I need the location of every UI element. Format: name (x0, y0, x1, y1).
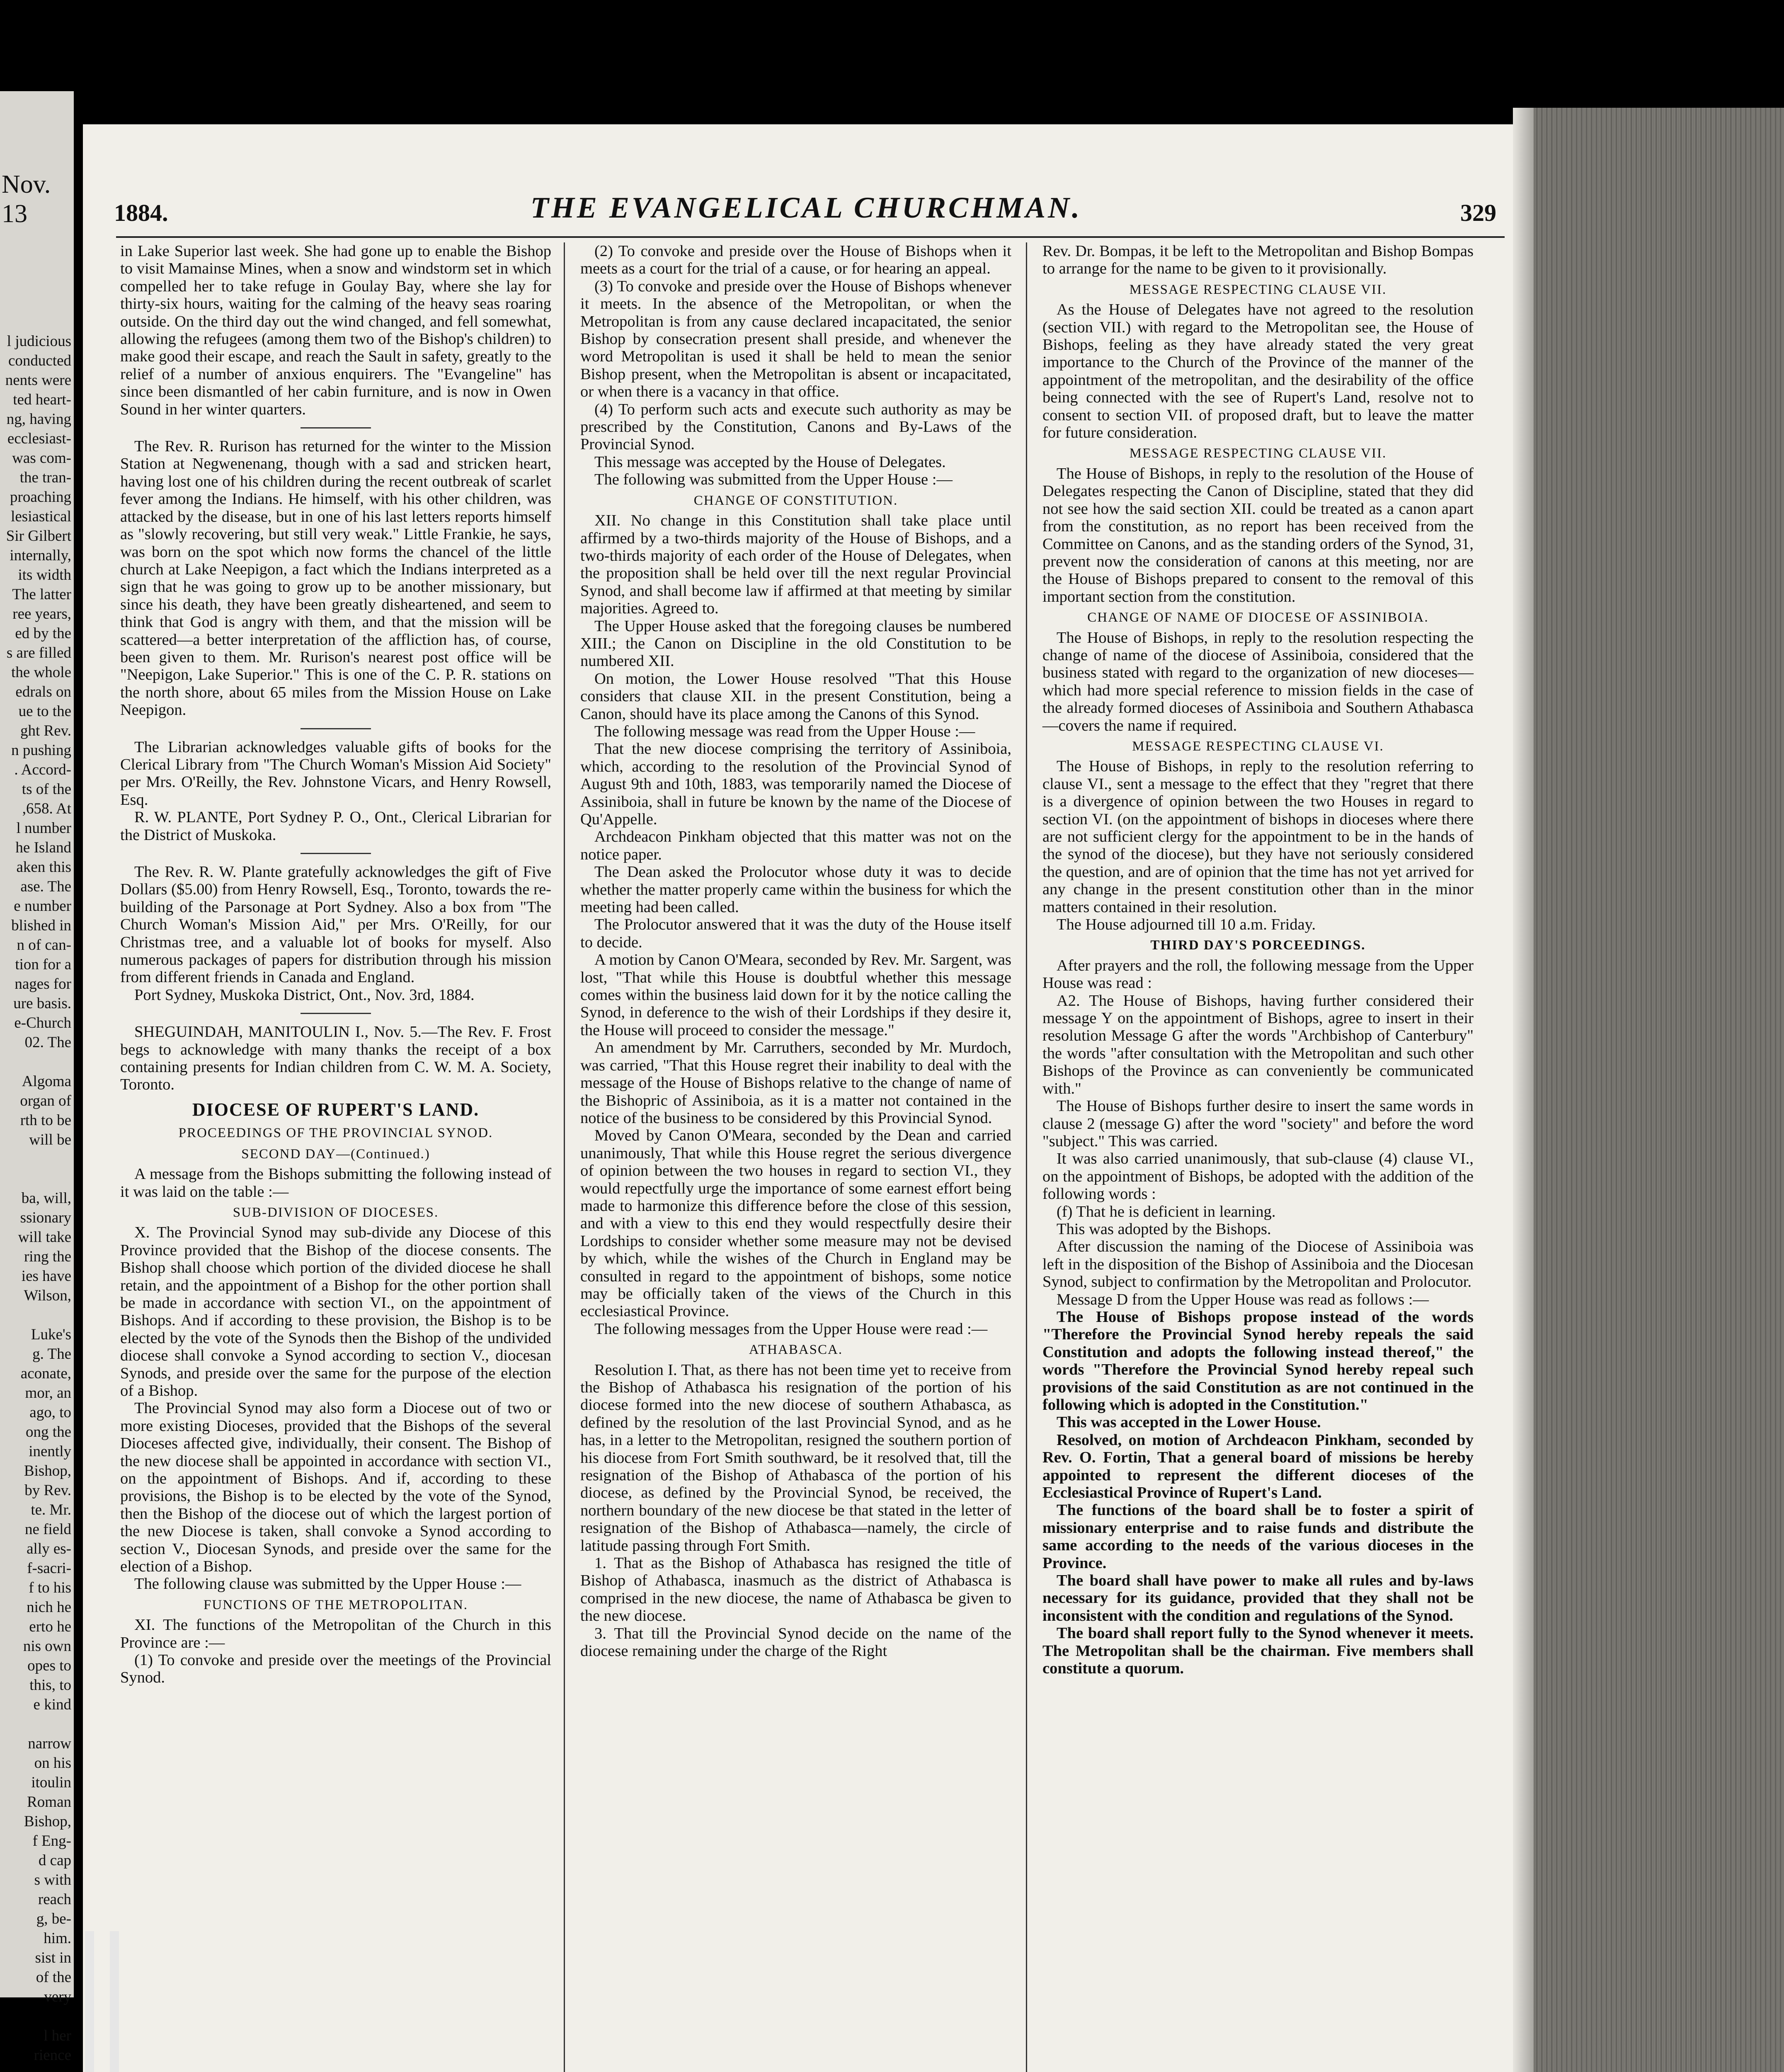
paragraph: The Provincial Synod may also form a Diocese out of two or more existing Dioceses, provided that the Bishops of the several Dioceses affected give, individually, their consent. The Bishop of the new diocese shall be appointed in accordance with section VI., on the appointment of Bishops. And if, according to these provisions, the Bishop is to be elected by the vote of the Synod, then the Bishop of the diocese out of which the largest portion of the new Diocese is taken, shall convoke a Synod according to section V., Diocesan Synods, and preside over the same for the election of a Bishop. (120, 1399, 551, 1576)
previous-page-line: e kind (33, 1696, 71, 1713)
paragraph: As the House of Delegates have not agreed to the resolution (section VII.) with regard to the Metropolitan see, the House of Bishops, feeling as they have already stated the very great importance to the Church of the Province of the manner of the appointment of the metropolitan, and the desirability of the office being connected with the see of Rupert's Land, resolve not to consent to section VII. of proposed draft, but to leave the matter for future consideration. (1042, 301, 1474, 442)
previous-page-line: will take (18, 1229, 71, 1246)
paragraph: An amendment by Mr. Carruthers, seconded by Mr. Murdoch, was carried, "That this House regret their inability to deal with the message of the House of Bishops relative to the change of name of the Bishopric of Assiniboia, as it is a matter not contained in the notice of the business to be considered by this Provincial Synod. (580, 1039, 1011, 1127)
paragraph: The House of Bishops, in reply to the resolution respecting the change of name of the diocese of Assiniboia, considered that the business stated with regard to the organization of new dioceses—which had more special reference to mission fields in the case of the already formed dioceses of Assiniboia and Southern Athabasca—covers the name if required. (1042, 629, 1474, 734)
previous-page-line: was com- (12, 450, 71, 467)
paragraph: After prayers and the roll, the following message from the Upper House was read : (1042, 956, 1474, 992)
previous-page-line: inently (29, 1443, 71, 1460)
sub-heading: CHANGE OF CONSTITUTION. (693, 493, 898, 508)
previous-page-line: erto he (29, 1618, 71, 1635)
sub-heading: SUB-DIVISION OF DIOCESES. (233, 1205, 439, 1220)
previous-page-line: n pushing (11, 742, 71, 759)
paragraph: The following was submitted from the Upper House :— (594, 471, 953, 489)
paragraph: (f) That he is deficient in learning. (1057, 1203, 1276, 1220)
paragraph: This was accepted in the Lower House. (1057, 1414, 1321, 1431)
paragraph: (3) To convoke and preside over the House of Bishops whenever it meets. In the absence of the Metropolitan, or when the Metropolitan is from any cause declared incapacitated, the senior Bishop by consecration present shall preside, and whenever the word Metropolitan is used it shall be held to mean the senior Bishop present, when the Metropolitan is absent or incapacitated, or when there is a vacancy in that office. (580, 277, 1011, 401)
previous-page-line: d cap (38, 1852, 71, 1869)
previous-page-line: ne field (25, 1521, 71, 1538)
previous-page-line (2, 1052, 71, 1072)
previous-page-line: of the (36, 1969, 71, 1986)
book-edge (1534, 108, 1784, 2072)
paragraph: The following messages from the Upper House were read :— (594, 1320, 988, 1338)
previous-page-line: f Eng- (32, 1832, 71, 1849)
previous-page-line: will be (29, 1131, 71, 1148)
paragraph: It was also carried unanimously, that sub-clause (4) clause VI., on the appointment of Bishops, be adopted with the addition of the following words : (1042, 1150, 1474, 1203)
paragraph: The House of Bishops propose instead of the words "Therefore the Provincial Synod hereby repeals the said Constitution and adopts the following instead thereof," the words "Therefore the Provincial Synod hereby repeal such provisions of the said Constitution as are not continued in the following which is adopted in the Constitution." (1042, 1308, 1474, 1414)
paragraph: Resolution I. That, as there has not been time yet to receive from the Bishop of Athabasca his resignation of the portion of his diocese formed into the new diocese of southern Athabasca, as defined by the resolution of the last Provincial Synod, and as he has, in a letter to the Metropolitan, resigned the southern portion of his diocese from Fort Smith southward, be it resolved that, till the resignation of the Bishop of Athabasca of the portion of his diocese, as defined by the Provincial Synod, be received, the northern boundary of the new diocese be that stated in the letter of resignation of the Bishop of Athabasca—namely, the circle of latitude passing through Fort Smith. (580, 1361, 1011, 1554)
previous-page-line: s with (34, 1871, 71, 1888)
previous-page-line: the tran- (19, 469, 71, 486)
previous-page-line: ssionary (20, 1209, 71, 1226)
paragraph: That the new diocese comprising the territory of Assiniboia, which, according to the resolution of the Provincial Synod of August 9th and 10th, 1883, was temporarily named the Diocese of Assiniboia, shall in future be known by the name of the Diocese of Qu'Appelle. (580, 740, 1011, 828)
previous-page-line: ring the (24, 1248, 71, 1265)
separator (301, 728, 371, 729)
page (83, 124, 1529, 2072)
previous-page-text (2, 332, 71, 2065)
sub-heading: CHANGE OF NAME OF DIOCESE OF ASSINIBOIA. (1087, 610, 1429, 625)
previous-page-line: ts of the (22, 781, 71, 798)
previous-page-line: opes to (27, 1657, 71, 1674)
paragraph: A2. The House of Bishops, having further considered their message Y on the appointment of Bishops, agree to insert in their resolution Message G after the words "Archbishop of Canterbury" the words "after consultation with the Metropolitan and such other Bishops of the Province as can conveniently be communicated with." (1042, 992, 1474, 1097)
previous-page-line: ,658. At (22, 800, 71, 817)
previous-page-edge (0, 91, 74, 2064)
previous-page-line: internally, (10, 547, 71, 564)
paragraph: 1. That as the Bishop of Athabasca has resigned the title of Bishop of Athabasca, inasmuch as the district of Athabasca is comprised in the new diocese, the name of Athabasca be given to the new diocese. (580, 1554, 1011, 1625)
previous-page-line: ue to the (18, 703, 71, 720)
previous-page-line: blished in (11, 917, 71, 934)
paragraph: The House of Bishops, in reply to the resolution of the House of Delegates respecting the Canon of Discipline, stated that they did not see how the said section XII. could be treated as a canon apart from the constitution, as no report has been received from the Committee on Canons, and as the standing orders of the Synod, 31, prevent now the consideration of canons at this meeting, nor are the House of Bishops prepared to consent to the removal of this important section from the constitution. (1042, 465, 1474, 605)
paragraph: Rev. Dr. Bompas, it be left to the Metropolitan and Bishop Bompas to arrange for the name to be given to it provisionally. (1042, 242, 1474, 278)
previous-page-line: Wilson, (24, 1287, 71, 1304)
signature: R. W. PLANTE, Port Sydney P. O., Ont., Clerical Librarian for the District of Muskoka. (120, 808, 551, 844)
previous-page-line: aconate, (20, 1365, 71, 1382)
paragraph: XI. The functions of the Metropolitan of the Church in this Province are :— (120, 1616, 551, 1651)
page-header (83, 191, 1529, 240)
paragraph: XII. No change in this Constitution shall take place until affirmed by a two-thirds majority of the House of Bishops, and a two-thirds majority of each order of the House of Delegates, when the proposition shall be held over till the next regular Provincial Synod, and shall become law if affirmed at that meeting by similar majorities. Agreed to. (580, 512, 1011, 617)
paragraph: The House of Bishops, in reply to the resolution referring to clause VI., sent a message to the effect that they "regret that there is a divergence of opinion between the two Houses in regard to section VI. (on the appointment of bishops in dioceses where there are not sufficient clergy for the appointment to be in the hands of the synod of the diocese), but they have not seriously considered the question, and are of opinion that the time has not yet arrived for any change in the present constitution other than in the minor matters contained in their resolution. (1042, 758, 1474, 916)
sub-heading: MESSAGE RESPECTING CLAUSE VII. (1129, 282, 1387, 297)
previous-page-line: on his (34, 1755, 71, 1772)
previous-page-line: reach (38, 1891, 71, 1908)
previous-page-line: g, be- (36, 1910, 71, 1927)
previous-page-line: he Island (15, 839, 71, 856)
paragraph: The Prolocutor answered that it was the duty of the House itself to decide. (580, 916, 1011, 951)
previous-page-line: nis own (23, 1638, 71, 1655)
previous-page-line: s are filled (6, 644, 71, 661)
separator (301, 853, 371, 854)
paragraph: (2) To convoke and preside over the House of Bishops when it meets as a court for the trial of a cause, or for hearing an appeal. (580, 242, 1011, 278)
previous-page-line: lesiastical (11, 508, 71, 525)
paragraph: in Lake Superior last week. She had gone up to enable the Bishop to visit Mamainse Mines, when a snow and windstorm set in which compelled her to take refuge in Goulay Bay, where she lay for thirty-six hours, waiting for the calming of the heavy seas roaring outside. On the third day out the wind changed, and fell somewhat, allowing the refugees (among them two of the Bishop's children) to make good their escape, and reach the Sault in safety, greatly to the relief of a number of anxious enquirers. The "Evangeline" has since been dismantled of her cabin furniture, and is now in Owen Sound in her winter quarters. (120, 242, 551, 418)
paragraph: The board shall have power to make all rules and by-laws necessary for its guidance, provided that they shall not be inconsistent with the condition and regulations of the Synod. (1042, 1572, 1474, 1624)
previous-page-line: ght Rev. (20, 722, 71, 739)
paragraph: Message D from the Upper House was read as follows :— (1057, 1290, 1429, 1308)
previous-page-line: f to his (29, 1579, 71, 1596)
paragraph: The following message was read from the Upper House :— (594, 722, 975, 740)
sub-heading: PROCEEDINGS OF THE PROVINCIAL SYNOD. (178, 1126, 493, 1141)
header-year: 1884. (114, 199, 168, 226)
previous-page-line: Roman (27, 1794, 71, 1811)
previous-page-line: . Accord- (14, 761, 71, 778)
previous-page-line: ure basis. (13, 995, 71, 1012)
paragraph: (1) To convoke and preside over the meetings of the Provincial Synod. (120, 1651, 551, 1687)
paragraph: Resolved, on motion of Archdeacon Pinkham, seconded by Rev. O. Fortin, That a general board of missions be hereby appointed to represent the different dioceses of the Ecclesiastical Province of Rupert's Land. (1042, 1431, 1474, 1502)
column-1 (120, 242, 551, 1687)
previous-page-line: ba, will, (21, 1190, 71, 1207)
previous-page-line: g. The (32, 1346, 71, 1363)
previous-page-line: ed by the (15, 625, 71, 642)
previous-page-line: Bishop, (24, 1462, 71, 1479)
previous-page-line: The latter (12, 586, 71, 603)
paragraph: The functions of the board shall be to foster a spirit of missionary enterprise and to raise funds and distribute the same according to the needs of the various dioceses in the Province. (1042, 1501, 1474, 1572)
paragraph: A motion by Canon O'Meara, seconded by Rev. Mr. Sargent, was lost, "That while this House is doubtful whether this message comes within the business laid down for it by the notice calling the Synod, in deference to the wish of their Lordships if they desire it, the House will proceed to consider the message." (580, 951, 1011, 1039)
previous-page-line: Bishop, (24, 1813, 71, 1830)
previous-page-line: tion for a (15, 956, 71, 973)
previous-page-line: him. (44, 1930, 71, 1947)
sub-heading: FUNCTIONS OF THE METROPOLITAN. (204, 1597, 468, 1612)
previous-page-line: l her (44, 2027, 71, 2044)
previous-page-line: this, to (29, 1677, 71, 1694)
previous-page-line: ecclesiast- (7, 430, 71, 447)
previous-page-line: edrals on (15, 683, 71, 700)
previous-page-line: l number (16, 820, 71, 837)
previous-page-line: proaching (10, 489, 71, 506)
previous-page-line: by Rev. (24, 1482, 71, 1499)
previous-page-line: narrow (28, 1735, 71, 1752)
previous-page-line: nich he (27, 1599, 71, 1616)
paragraph: A message from the Bishops submitting the following instead of it was laid on the table :— (120, 1165, 551, 1201)
section-heading: DIOCESE OF RUPERT'S LAND. (192, 1099, 480, 1120)
previous-page-line (2, 1169, 71, 1188)
paragraph: Moved by Canon O'Meara, seconded by the Dean and carried unanimously, That while this House regret the serious divergence of opinion between the two houses in regard to section VI., they would repectfully urge the importance of some earnest effort being made to harmonize this difference before the close of this session, and with a view to this end they would respectfully desire their Lordships to consider whether some measure may not be devised by which, while the wishes of the Church in England may be consulted in regard to the appointment of bishops, some notice may be officially taken of the views of the Church in this ecclesiastical Province. (580, 1127, 1011, 1320)
previous-page-header: Nov. 13 (2, 170, 51, 228)
paragraph: After discussion the naming of the Diocese of Assiniboia was left in the disposition of the Bishop of Assiniboia and the Diocesan Synod, subject to confirmation by the Metropolitan and Prolocutor. (1042, 1238, 1474, 1291)
signature: Port Sydney, Muskoka District, Ont., Nov. 3rd, 1884. (134, 986, 475, 1004)
sub-heading: ATHABASCA. (749, 1342, 843, 1358)
paragraph: SHEGUINDAH, MANITOULIN I., Nov. 5.—The Rev. F. Frost begs to acknowledge with many thanks the receipt of a box containing presents for Indian children from C. W. M. A. Society, Toronto. (120, 1023, 551, 1094)
column-divider-2 (1026, 242, 1027, 2072)
paragraph: Archdeacon Pinkham objected that this matter was not on the notice paper. (580, 828, 1011, 863)
previous-page-line: nents were (5, 372, 71, 389)
previous-page-line (2, 1150, 71, 1169)
previous-page-line: mor, an (25, 1385, 71, 1402)
previous-page-line: rth to be (20, 1112, 71, 1129)
previous-page-line: e-Church (14, 1014, 71, 1031)
paragraph: This message was accepted by the House of Delegates. (594, 453, 946, 471)
paragraph: The Librarian acknowledges valuable gifts of books for the Clerical Library from "The Church Woman's Mission Aid Society" per Mrs. O'Reilly, the Rev. Johnstone Vicars, and Henry Rowsell, Esq. (120, 738, 551, 808)
paragraph: The following clause was submitted by the Upper House :— (134, 1575, 521, 1593)
previous-page-line: 02. The (24, 1034, 71, 1051)
previous-page-line: very (44, 1988, 71, 2005)
previous-page-line: Sir Gilbert (6, 528, 71, 545)
sub-heading: SECOND DAY—(Continued.) (241, 1146, 430, 1162)
separator (301, 1013, 371, 1014)
paragraph: The Upper House asked that the foregoing clauses be numbered XIII.; the Canon on Discipline in the old Constitution to be numbered XII. (580, 617, 1011, 670)
previous-page-line: sist in (35, 1949, 71, 1966)
previous-page-line: e number (14, 898, 71, 915)
previous-page-line: ase. The (20, 878, 71, 895)
paragraph: The House of Bishops further desire to insert the same words in clause 2 (message G) after the word "society" and before the word "subject." This was carried. (1042, 1097, 1474, 1150)
header-page-number: 329 (1460, 199, 1496, 226)
sub-heading: MESSAGE RESPECTING CLAUSE VI. (1132, 738, 1384, 754)
film-bar-right (110, 1931, 119, 2072)
previous-page-line: its width (18, 566, 71, 583)
previous-page-line (2, 1714, 71, 1734)
previous-page-line: ies have (21, 1268, 71, 1285)
previous-page-line: Luke's (31, 1326, 71, 1343)
previous-page-line: ally es- (27, 1540, 71, 1557)
paragraph: (4) To perform such acts and execute such authority as may be prescribed by the Constitution, Canons and By-Laws of the Provincial Synod. (580, 400, 1011, 453)
header-rule (116, 236, 1505, 238)
header-title: THE EVANGELICAL CHURCHMAN. (530, 191, 1082, 224)
previous-page-line: itoulin (31, 1774, 71, 1791)
previous-page-line: l judicious (7, 333, 71, 350)
previous-page-line: nages for (15, 975, 71, 992)
previous-page-line: ng, having (6, 411, 71, 428)
column-divider-1 (564, 242, 565, 2072)
previous-page-line: ago, to (29, 1404, 71, 1421)
paragraph: X. The Provincial Synod may sub-divide any Diocese of this Province provided that the Bishop of the diocese consents. The Bishop shall choose which portion of the divided diocese he shall retain, and the appointment of a Bishop for the other portion shall be made in accordance with section VI., on the appointment of Bishops. And if according to these provision, the Bishop is to be elected by the vote of the Synods then the Bishop of the undivided diocese shall convoke a Synod according to section V., diocesan Synods, and preside over the same for the purpose of the election of a Bishop. (120, 1224, 551, 1399)
previous-page-line: f-sacri- (27, 1560, 71, 1577)
film-bar-left (85, 1931, 94, 2072)
paragraph: 3. That till the Provincial Synod decide on the name of the diocese remaining under the charge of the Right (580, 1624, 1011, 1660)
paragraph: This was adopted by the Bishops. (1057, 1220, 1271, 1238)
previous-page-line: rience (34, 2047, 71, 2064)
previous-page-line: aken this (16, 859, 71, 876)
column-3 (1042, 242, 1474, 1677)
sub-heading: MESSAGE RESPECTING CLAUSE VII. (1129, 446, 1387, 461)
previous-page-line: ree years, (12, 605, 71, 622)
paragraph: The Rev. R. W. Plante gratefully acknowledges the gift of Five Dollars ($5.00) from Henry Rowsell, Esq., Toronto, towards the re-building of the Parsonage at Port Sydney. Also a box from "The Church Woman's Mission Aid," per Mrs. O'Reilly, for our Christmas tree, and a valuable lot of books for myself. Also numerous packages of papers for distribution through his mission from different friends in Canada and England. (120, 863, 551, 986)
previous-page-line (2, 2007, 71, 2026)
previous-page-line: organ of (20, 1092, 71, 1109)
previous-page-line: n of can- (17, 937, 71, 954)
paragraph: On motion, the Lower House resolved "That this House considers that clause XII. in the present Constitution, being a Canon, should have its place among the Canons of this Synod. (580, 670, 1011, 723)
paragraph: The Rev. R. Rurison has returned for the winter to the Mission Station at Negwenenang, though with a sad and stricken heart, having lost one of his children during the recent outbreak of scarlet fever among the Indians. He himself, with his other children, was attacked by the disease, but in one of his last letters reports himself as "slowly recovering, but still very weak." Little Frankie, he says, was born on the spot which now forms the chancel of the little church at Lake Neepigon, a fact which the Indians interpreted as a sign that he was going to grow up to be another missionary, but since his death, they have been greatly disheartened, and seem to think that God is angry with them, and that the mission will be scattered—a better interpretation of the affliction has, of course, been given to them. Mr. Rurison's nearest post office will be "Neepigon, Lake Superior." This is one of the C. P. R. stations on the north shore, about 65 miles from the Mission House on Lake Neepigon. (120, 438, 551, 719)
paragraph: The Dean asked the Prolocutor whose duty it was to decide whether the matter properly came within the business for which the meeting had been called. (580, 863, 1011, 916)
paragraph: The House adjourned till 10 a.m. Friday. (1057, 916, 1316, 934)
column-2 (580, 242, 1011, 1660)
sub-heading: THIRD DAY'S PORCEEDINGS. (1150, 938, 1366, 953)
previous-page-line: the whole (11, 664, 71, 681)
previous-page-line: te. Mr. (31, 1501, 71, 1518)
previous-page-line: Algoma (22, 1073, 71, 1090)
previous-page-line (2, 1305, 71, 1325)
previous-page-line: ted heart- (13, 391, 71, 408)
previous-page-line: ong the (26, 1423, 71, 1440)
separator (301, 427, 371, 428)
previous-page-line: conducted (8, 352, 71, 369)
paragraph: The board shall report fully to the Synod whenever it meets. The Metropolitan shall be the chairman. Five members shall constitute a quorum. (1042, 1624, 1474, 1677)
